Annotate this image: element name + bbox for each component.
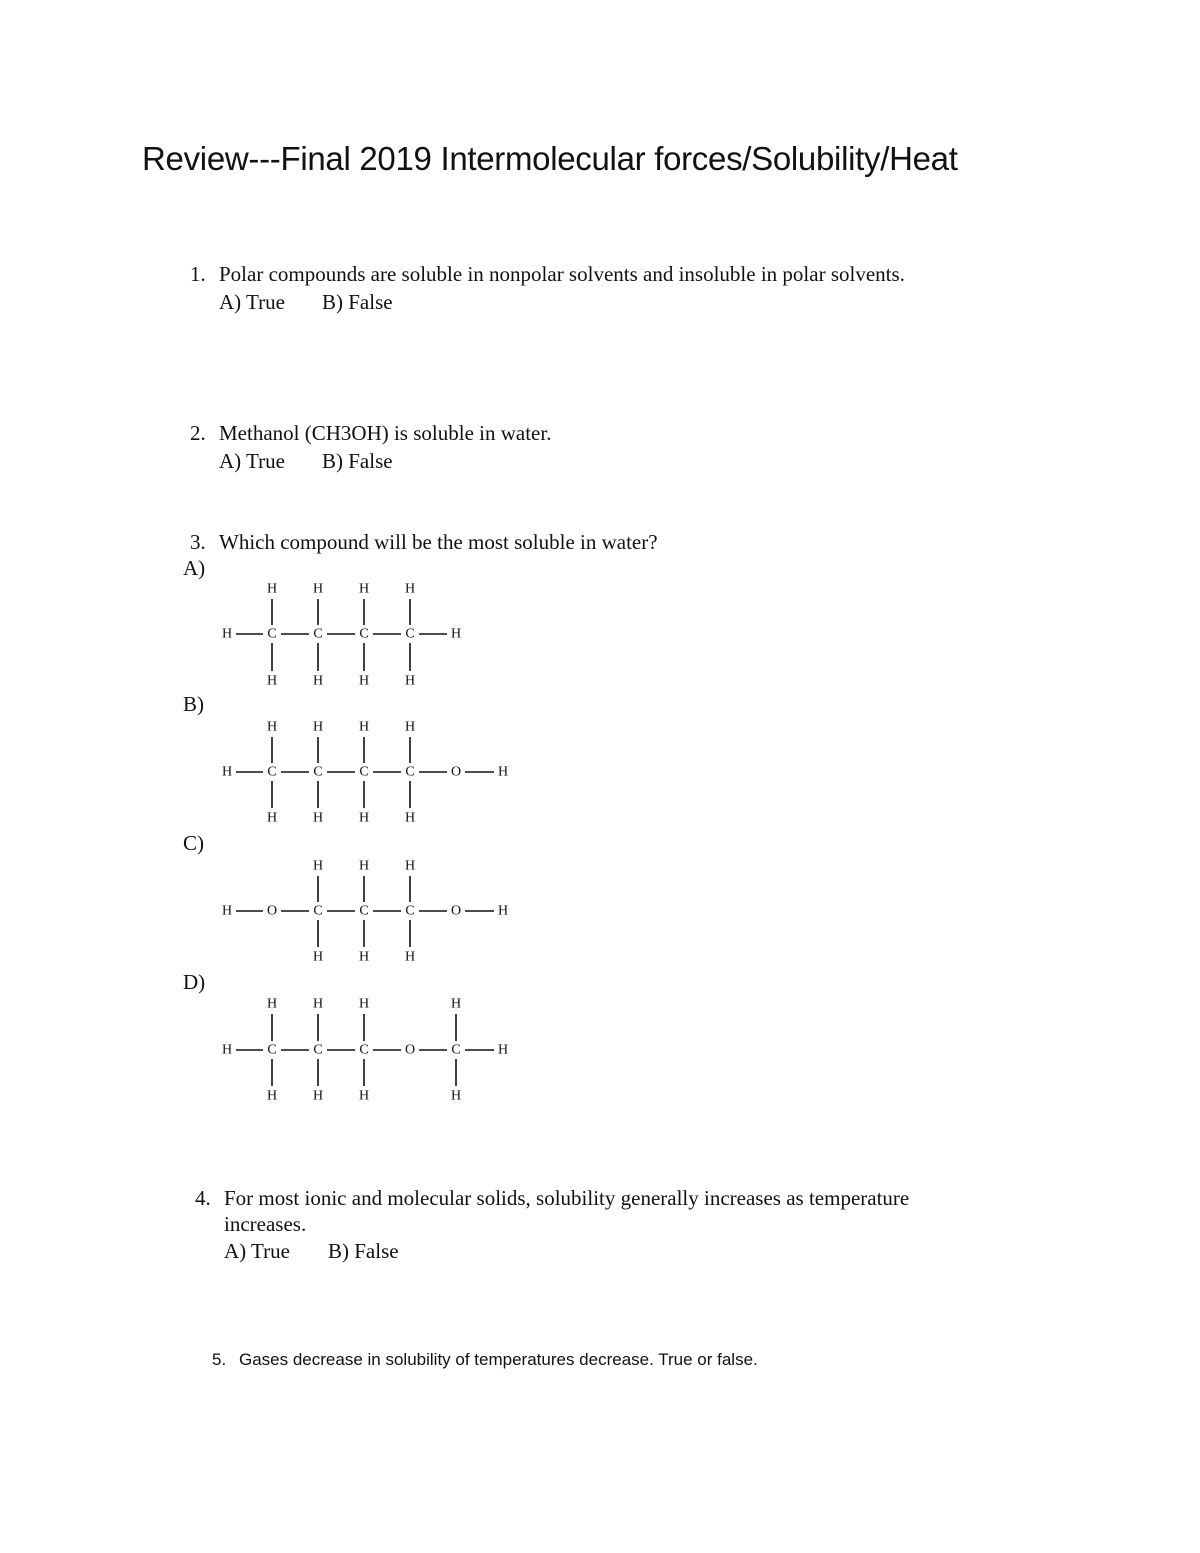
atom-h: H (266, 810, 278, 826)
atom-h: H (497, 764, 509, 780)
atom-o: O (450, 903, 462, 919)
atom-h: H (404, 673, 416, 689)
question-text: Gases decrease in solubility of temperatures decrease. True or false. (239, 1350, 758, 1369)
atom-c: C (451, 1042, 461, 1058)
atom-h: H (312, 1088, 324, 1104)
atom-h: H (404, 949, 416, 965)
atom-h: H (358, 673, 370, 689)
atom-o: O (266, 903, 278, 919)
atom-c: C (359, 626, 369, 642)
atom-c: C (313, 626, 323, 642)
atom-h: H (221, 764, 233, 780)
atom-h: H (266, 996, 278, 1012)
atom-h: H (266, 581, 278, 597)
atom-c: C (405, 626, 415, 642)
choice-c-label[interactable]: C) (183, 831, 204, 855)
question-number: 3. (190, 530, 206, 554)
atom-o: O (450, 764, 462, 780)
atom-h: H (497, 903, 509, 919)
question-text: Polar compounds are soluble in nonpolar solvents and insoluble in polar solvents. (219, 262, 905, 286)
atom-h: H (404, 581, 416, 597)
atom-h: H (266, 719, 278, 735)
atom-h: H (358, 1088, 370, 1104)
question-number: 2. (190, 421, 206, 445)
atom-h: H (312, 719, 324, 735)
atom-h: H (312, 581, 324, 597)
option-b[interactable]: B) False (328, 1239, 399, 1263)
option-a[interactable]: A) True (219, 290, 285, 314)
atom-h: H (404, 810, 416, 826)
question-number: 4. (195, 1186, 211, 1210)
choice-d-label[interactable]: D) (183, 970, 206, 994)
atom-h: H (497, 1042, 509, 1058)
atom-h: H (312, 996, 324, 1012)
option-b[interactable]: B) False (322, 449, 393, 473)
question-text: Which compound will be the most soluble in water? (219, 530, 658, 554)
atom-h: H (221, 903, 233, 919)
atom-c: C (313, 764, 323, 780)
atom-c: C (267, 764, 277, 780)
atom-h: H (450, 626, 462, 642)
atom-h: H (450, 996, 462, 1012)
atom-c: C (405, 903, 415, 919)
page-title: Review---Final 2019 Intermolecular forces/Solubility/Heat (142, 140, 958, 177)
atom-h: H (312, 949, 324, 965)
atom-c: C (359, 903, 369, 919)
atom-h: H (450, 1088, 462, 1104)
atom-c: C (359, 1042, 369, 1058)
atom-h: H (221, 1042, 233, 1058)
atom-c: C (405, 764, 415, 780)
atom-c: C (313, 1042, 323, 1058)
atom-c: C (359, 764, 369, 780)
option-b[interactable]: B) False (322, 290, 393, 314)
atom-h: H (358, 996, 370, 1012)
choice-a-label[interactable]: A) (183, 556, 206, 580)
question-number: 5. (212, 1350, 227, 1369)
atom-c: C (313, 903, 323, 919)
atom-o: O (404, 1042, 416, 1058)
atom-h: H (221, 626, 233, 642)
option-a[interactable]: A) True (224, 1239, 290, 1263)
molecule-d (0, 0, 600, 1130)
question-text-line1: For most ionic and molecular solids, solubility generally increases as temperature (224, 1186, 910, 1210)
question-text-line2: increases. (224, 1212, 307, 1236)
atom-h: H (358, 810, 370, 826)
atom-h: H (358, 949, 370, 965)
atom-h: H (312, 810, 324, 826)
atom-c: C (267, 1042, 277, 1058)
atom-h: H (266, 1088, 278, 1104)
question-text: Methanol (CH3OH) is soluble in water. (219, 421, 552, 445)
question-number: 1. (190, 262, 206, 286)
option-a[interactable]: A) True (219, 449, 285, 473)
atom-c: C (267, 626, 277, 642)
atom-h: H (266, 673, 278, 689)
atom-h: H (312, 858, 324, 874)
atom-h: H (312, 673, 324, 689)
atom-h: H (358, 858, 370, 874)
atom-h: H (358, 719, 370, 735)
atom-h: H (404, 719, 416, 735)
atom-h: H (404, 858, 416, 874)
atom-h: H (358, 581, 370, 597)
choice-b-label[interactable]: B) (183, 692, 204, 716)
